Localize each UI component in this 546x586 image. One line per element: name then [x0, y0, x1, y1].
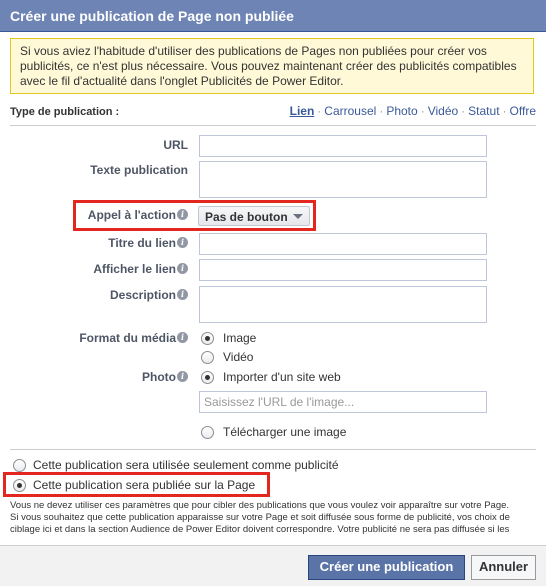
fineprint-line-3: ciblage ici et dans la section Audience de Power Editor doivent correspondre. Votre publicité ne sera pas diffusée si les	[10, 524, 510, 535]
type-link-video[interactable]: Vidéo	[427, 104, 459, 118]
media-format-info-icon[interactable]: i	[177, 332, 188, 343]
page-publish-radio[interactable]	[13, 479, 26, 492]
media-video-radio[interactable]	[201, 351, 214, 364]
cta-select-value: Pas de bouton	[205, 210, 288, 224]
display-link-label: Afficher le lien	[93, 262, 176, 276]
fineprint-line-1: Vous ne devez utiliser ces paramètres que pour cibler des publications que vous voulez voir apparaître sur votre Page.	[10, 500, 510, 511]
info-notice	[10, 38, 534, 94]
display-link-input[interactable]	[199, 259, 487, 281]
dialog-title: Créer une publication de Page non publiée	[10, 8, 294, 24]
cta-label: Appel à l'action	[87, 208, 176, 222]
type-link-photo[interactable]: Photo	[386, 104, 418, 118]
description-info-icon[interactable]: i	[177, 289, 188, 300]
media-video-label: Vidéo	[223, 350, 254, 364]
create-publication-button[interactable]: Créer une publication	[308, 555, 465, 580]
post-text-label: Texte publication	[90, 163, 188, 177]
display-link-info-icon[interactable]: i	[177, 263, 188, 274]
dialog-footer	[0, 545, 546, 586]
photo-upload-label: Télécharger une image	[223, 425, 347, 439]
notice-line-3: avec le fil d'actualité dans l'onglet Publicités de Power Editor.	[20, 74, 344, 88]
page-publish-label: Cette publication sera publiée sur la Page	[33, 478, 256, 492]
link-title-label: Titre du lien	[108, 236, 176, 250]
photo-import-radio[interactable]	[201, 371, 214, 384]
type-link-carrousel[interactable]: Carrousel	[324, 104, 377, 118]
media-image-radio[interactable]	[201, 332, 214, 345]
media-format-label: Format du média	[79, 331, 176, 345]
photo-import-label: Importer d'un site web	[223, 370, 341, 384]
fineprint-line-2: Si vous souhaitez que cette publication apparaisse sur votre Page et soit diffusée sous forme de publicité, vos choix de	[10, 512, 510, 523]
ad-only-radio[interactable]	[13, 459, 26, 472]
publication-type-links: Lien · Carrousel · Photo · Vidéo · Statut · Offre	[289, 104, 536, 118]
cta-info-icon[interactable]: i	[177, 209, 188, 220]
description-textarea[interactable]	[199, 286, 487, 323]
notice-line-1: Si vous aviez l'habitude d'utiliser des publications de Pages non publiées pour créer vos	[20, 44, 487, 58]
description-label: Description	[109, 288, 176, 302]
notice-line-2: publicités, ce n'est plus nécessaire. Vous pouvez maintenant créer des publicités compatibles	[20, 59, 517, 73]
post-text-textarea[interactable]	[199, 161, 487, 198]
image-url-input[interactable]	[199, 391, 487, 413]
link-title-info-icon[interactable]: i	[177, 237, 188, 248]
photo-upload-radio[interactable]	[201, 426, 214, 439]
cancel-button[interactable]: Annuler	[471, 555, 536, 580]
chevron-down-icon	[293, 214, 303, 219]
cta-select[interactable]	[198, 206, 310, 226]
section-divider	[10, 449, 536, 450]
fineprint-text	[10, 500, 540, 536]
type-link-statut[interactable]: Statut	[468, 104, 500, 118]
link-title-input[interactable]	[199, 233, 487, 255]
publication-type-row	[10, 104, 536, 126]
photo-label: Photo	[142, 370, 176, 384]
publication-type-label: Type de publication :	[10, 106, 120, 118]
type-link-offre[interactable]: Offre	[509, 104, 536, 118]
dialog-title-bar	[0, 0, 546, 32]
ad-only-label: Cette publication sera utilisée seulement comme publicité	[33, 458, 339, 472]
type-link-lien[interactable]: Lien	[289, 104, 315, 118]
url-input[interactable]	[199, 135, 487, 157]
photo-info-icon[interactable]: i	[177, 371, 188, 382]
media-image-label: Image	[223, 331, 257, 345]
url-label: URL	[163, 138, 188, 152]
